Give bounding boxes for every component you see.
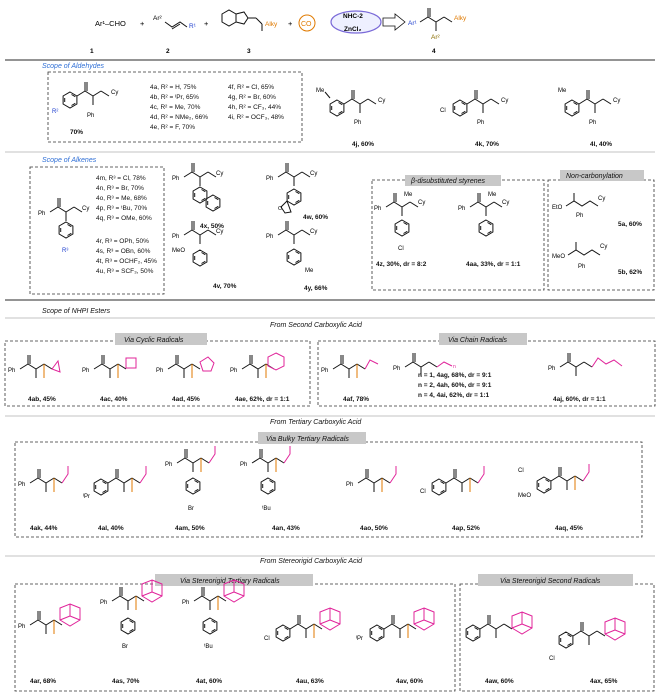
- cy-label: Cy: [310, 171, 318, 177]
- yield-label: 5a, 60%: [618, 221, 642, 228]
- compound-4z: [374, 192, 427, 268]
- yield-label: 4z, 30%, dr = 8:2: [376, 261, 427, 268]
- yield-label: 4am, 50%: [175, 525, 205, 532]
- chain-item: n = 2, 4ah, 60%, dr = 9:1: [418, 382, 492, 389]
- ipr-label: ᴵPr: [356, 636, 364, 642]
- ar1-label: Ar¹: [408, 20, 417, 27]
- ph-label: Ph: [38, 211, 46, 217]
- alkene-reagent: [153, 15, 197, 30]
- plus-sign: +: [140, 19, 145, 28]
- yield-label: 4ao, 50%: [360, 525, 388, 532]
- cy-label: Cy: [613, 98, 621, 104]
- yield-label: 4ac, 40%: [100, 396, 128, 403]
- yield-label: 4ap, 52%: [452, 525, 480, 532]
- list-item: 4d, R² = NMe₂, 66%: [150, 114, 208, 121]
- yield-label: 4ae, 62%, dr = 1:1: [235, 396, 290, 403]
- list-item: 4t, R³ = OCHF₂, 45%: [96, 258, 157, 265]
- compound-4af: [321, 355, 378, 403]
- ph-label: Ph: [18, 482, 26, 488]
- cy-label: Cy: [501, 98, 509, 104]
- compound-4: 4: [432, 48, 436, 55]
- yield-label: 4at, 60%: [196, 678, 223, 685]
- compound-4ao: [346, 466, 396, 532]
- compound-4ax: [549, 618, 625, 685]
- ph-label: Ph: [100, 600, 108, 606]
- alky-label: Alky: [454, 15, 467, 22]
- plus-sign: +: [204, 19, 209, 28]
- yield-label: 4aw, 60%: [485, 678, 514, 685]
- eto-label: EtO: [552, 205, 563, 211]
- yield-label: 4w, 60%: [303, 214, 329, 221]
- ph-label: Ph: [393, 366, 401, 372]
- list-item: 4q, R³ = OMe, 60%: [96, 215, 152, 222]
- ph-label: Ph: [182, 600, 190, 606]
- yield-label: 4ab, 45%: [28, 396, 56, 403]
- meo-label: MeO: [518, 493, 532, 499]
- cl-label: Cl: [440, 108, 446, 114]
- compound-4v: [172, 221, 237, 290]
- compound-4ar: [18, 604, 80, 685]
- compound-4aq: [518, 464, 589, 532]
- ipr-label: ᴵPr: [83, 494, 91, 500]
- cl-label: Cl: [398, 246, 404, 252]
- ph-label: Ph: [266, 176, 274, 182]
- ph-label: Ph: [266, 234, 274, 240]
- yield-label: 4ad, 45%: [172, 396, 200, 403]
- cy-label: Cy: [502, 200, 510, 206]
- cy-label: Cy: [598, 196, 606, 202]
- compound-4l: [558, 88, 620, 148]
- chain-item: n = 1, 4ag, 68%, dr = 9:1: [418, 372, 492, 379]
- list-item: 4c, R² = Me, 70%: [150, 104, 201, 111]
- aldehyde-list-left: [150, 84, 208, 131]
- yield-label: 4an, 43%: [272, 525, 300, 532]
- reaction-arrow: [331, 11, 405, 33]
- noncarb-header: Non-carbonylation: [566, 173, 623, 180]
- plus-sign: +: [288, 19, 293, 28]
- list-item: 4r, R³ = OPh, 50%: [96, 238, 149, 245]
- ph-label: Ph: [458, 206, 466, 212]
- n-label: n: [453, 364, 456, 370]
- cl-label: Cl: [264, 636, 270, 642]
- cy-label: Cy: [600, 244, 608, 250]
- compound-4au: [264, 608, 340, 685]
- me-label: Me: [316, 88, 325, 94]
- yield-label: 4av, 60%: [396, 678, 423, 685]
- alky-label: Alky: [265, 21, 278, 28]
- list-item: 4e, R² = F, 70%: [150, 124, 195, 131]
- ph-label: Ph: [548, 366, 556, 372]
- ar2-label: Ar²: [431, 34, 440, 41]
- section-alkenes: Scope of Alkenes: [42, 157, 97, 164]
- ph-label: Ph: [156, 368, 164, 374]
- o-label: O: [278, 206, 283, 212]
- ph-label: Ph: [172, 234, 180, 240]
- compound-4ag-ai: [393, 353, 492, 399]
- compound-3: 3: [247, 48, 251, 55]
- compound-1: 1: [90, 48, 94, 55]
- alkene-generic-structure: [38, 198, 89, 254]
- yield-label: 4x, 50%: [200, 223, 224, 230]
- co-label: CO: [301, 21, 312, 28]
- tbu-label: ᵗBu: [262, 506, 271, 512]
- compound-4at: [182, 580, 244, 685]
- cy-label: Cy: [111, 90, 119, 96]
- yield-label: 4ax, 65%: [590, 678, 618, 685]
- ph-label: Ph: [172, 176, 180, 182]
- yield-label: 4aq, 45%: [555, 525, 583, 532]
- disub-header: β-disubstituted styrenes: [411, 178, 486, 185]
- tbu-label: ᵗBu: [204, 644, 213, 650]
- compound-4aj: [548, 353, 622, 403]
- ph-label: Ph: [374, 206, 382, 212]
- compound-4w: [266, 163, 328, 221]
- yield-label: 4k, 70%: [475, 141, 499, 148]
- ph-label: Ph: [578, 264, 586, 270]
- list-item: 4f, R² = Cl, 65%: [228, 84, 275, 91]
- cy-label: Cy: [378, 98, 386, 104]
- ph-label: Ph: [240, 462, 248, 468]
- list-item: 4a, R² = H, 75%: [150, 84, 197, 91]
- section-from-tertiary: From Tertiary Carboxylic Acid: [270, 419, 362, 426]
- list-item: 4g, R² = Br, 60%: [228, 94, 276, 101]
- aldehyde-list-right: [228, 84, 284, 121]
- cy-label: Cy: [216, 171, 224, 177]
- yield-label: 4af, 78%: [343, 396, 370, 403]
- cy-label: Cy: [418, 200, 426, 206]
- cy-label: Cy: [310, 229, 318, 235]
- me-label: Me: [404, 192, 413, 198]
- disub-box: [372, 180, 544, 290]
- compound-4ak: [18, 466, 68, 532]
- bulky-header: Via Bulky Tertiary Radicals: [266, 436, 349, 443]
- compound-4al: [83, 466, 146, 532]
- compound-4an: [240, 446, 300, 532]
- compound-4av: [356, 608, 434, 685]
- product-structure: [408, 8, 467, 41]
- ph-label: Ph: [8, 368, 16, 374]
- compound-4ap: [420, 466, 484, 532]
- meo-label: MeO: [552, 254, 566, 260]
- cyclic-header: Via Cyclic Radicals: [124, 337, 184, 344]
- br-label: Br: [188, 506, 194, 512]
- ph-label: Ph: [346, 482, 354, 488]
- ph-label: Ph: [82, 368, 90, 374]
- compound-5b: [552, 242, 642, 276]
- ph-label: Ph: [87, 113, 95, 119]
- yield-label: 4ar, 68%: [30, 678, 57, 685]
- yield-label: 4as, 70%: [112, 678, 140, 685]
- cy-label: Cy: [216, 229, 224, 235]
- alkene-list-b: [96, 238, 157, 275]
- reaction-scheme: [90, 8, 467, 55]
- yield-label: 4y, 66%: [304, 285, 328, 292]
- compound-4ac: [82, 355, 136, 403]
- stereo-tert-header: Via Stereorigid Tertiary Radicals: [180, 578, 280, 585]
- aldehyde-generic-structure: [52, 82, 118, 136]
- list-item: 4m, R³ = Cl, 78%: [96, 175, 146, 182]
- section-aldehydes: Scope of Aldehydes: [42, 63, 105, 70]
- stereo-second-header: Via Stereorigid Second Radicals: [500, 578, 601, 585]
- compound-4j: [316, 88, 385, 148]
- compound-4aa: [458, 192, 521, 268]
- yield-label: 5b, 62%: [618, 269, 643, 276]
- compound-2: 2: [166, 48, 170, 55]
- yield-label: 4aj, 60%, dr = 1:1: [553, 396, 606, 403]
- alkene-list-a: [96, 175, 152, 222]
- ar2-label: Ar²: [153, 15, 162, 22]
- yield-label: 4v, 70%: [213, 283, 237, 290]
- cl-label: Cl: [420, 489, 426, 495]
- compound-5a: [552, 193, 642, 228]
- r1-label: R¹: [189, 23, 196, 30]
- compound-4am: [165, 446, 215, 532]
- me-label: Me: [488, 192, 497, 198]
- ph-label: Ph: [477, 120, 485, 126]
- cl-label: Cl: [549, 656, 555, 662]
- ph-label: Ph: [589, 120, 597, 126]
- compound-4y: [266, 221, 328, 292]
- yield-label: 4j, 60%: [352, 141, 375, 148]
- compound-4k: [440, 90, 508, 148]
- compound-4aw: [466, 612, 532, 685]
- ph-label: Ph: [321, 368, 329, 374]
- ph-label: Ph: [18, 624, 26, 630]
- cy-label: Cy: [82, 206, 90, 212]
- chain-item: n = 4, 4ai, 62%, dr = 1:1: [418, 392, 490, 399]
- catalyst-label: NHC-2: [343, 13, 363, 20]
- r3-label: R³: [62, 248, 69, 254]
- compound-4ab: [8, 355, 60, 403]
- section-from-second: From Second Carboxylic Acid: [270, 322, 362, 329]
- list-item: 4b, R² = ᴵPr, 65%: [150, 94, 199, 101]
- section-from-stereorigid: From Stereorigid Carboxylic Acid: [260, 558, 363, 565]
- section-nhpi: Scope of NHPI Esters: [42, 308, 111, 315]
- ph-label: Ph: [576, 213, 584, 219]
- yield-label: 4al, 40%: [98, 525, 124, 532]
- chain-header: Via Chain Radicals: [448, 337, 508, 344]
- yield-label: 4au, 63%: [296, 678, 324, 685]
- r2-label: R²: [52, 109, 59, 115]
- compound-4ad: [156, 355, 214, 403]
- yield-label: 4l, 40%: [590, 141, 613, 148]
- cl-label: Cl: [518, 468, 524, 474]
- list-item: 4n, R³ = Br, 70%: [96, 185, 144, 192]
- br-label: Br: [122, 644, 128, 650]
- ph-label: Ph: [165, 462, 173, 468]
- stereo-tert-box: [15, 584, 455, 691]
- aldehyde-box-yield: 70%: [70, 129, 84, 136]
- me-label: Me: [305, 268, 314, 274]
- compound-4x: [172, 163, 224, 230]
- ph-label: Ph: [354, 120, 362, 126]
- compound-4ae: [230, 353, 290, 403]
- list-item: 4o, R³ = Me, 68%: [96, 195, 147, 202]
- stereo-second-box: [460, 584, 654, 691]
- list-item: 4u, R³ = SCF₃, 50%: [96, 268, 154, 275]
- yield-label: 4ak, 44%: [30, 525, 58, 532]
- compound-4as: [100, 580, 162, 685]
- list-item: 4p, R³ = ᵗBu, 70%: [96, 205, 148, 212]
- nhpi-ester-reagent: [222, 10, 278, 31]
- list-item: 4i, R² = OCF₃, 48%: [228, 114, 284, 121]
- meo-label: MeO: [172, 248, 186, 254]
- me-label: Me: [558, 88, 567, 94]
- aldehyde-reagent: Ar¹–CHO: [95, 19, 126, 28]
- ph-label: Ph: [230, 368, 238, 374]
- list-item: 4s, R³ = OBn, 60%: [96, 248, 151, 255]
- list-item: 4h, R² = CF₃, 44%: [228, 104, 282, 111]
- additive-label: ZnCl₂: [344, 26, 362, 33]
- yield-label: 4aa, 33%, dr = 1:1: [466, 261, 521, 268]
